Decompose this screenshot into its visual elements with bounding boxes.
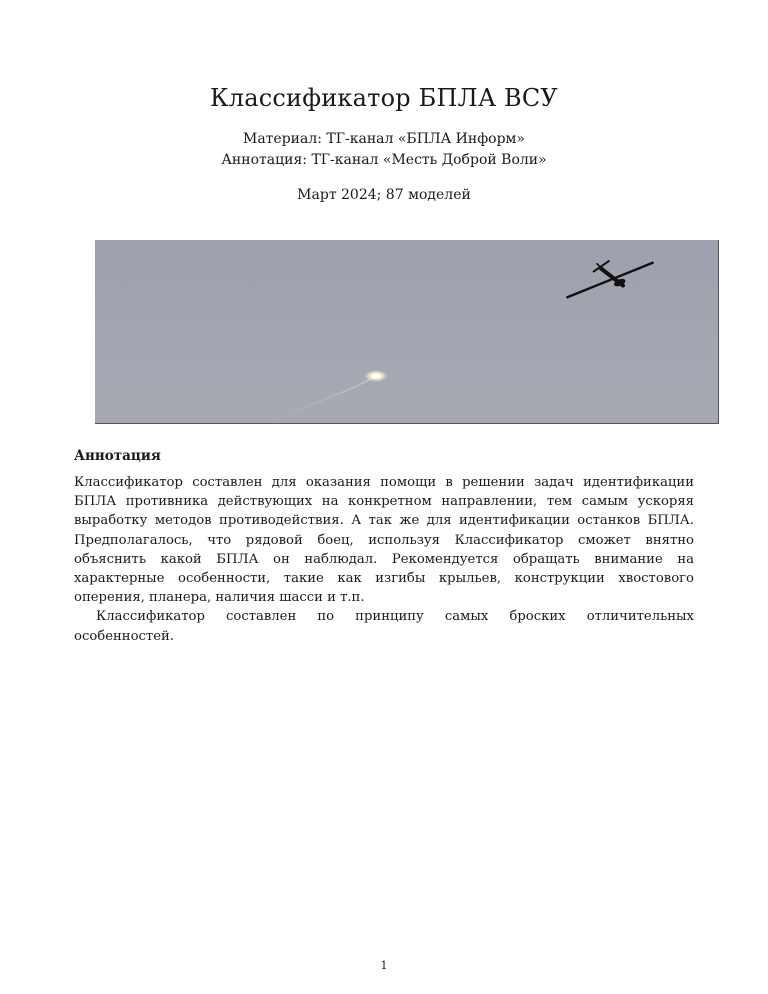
missile-flare-core bbox=[371, 373, 381, 378]
abstract-heading: Аннотация bbox=[74, 448, 161, 464]
abstract-paragraph: Классификатор составлен по принципу самых броских отличительных особенностей. bbox=[74, 609, 694, 644]
abstract-paragraph: Классификатор составлен для оказания помощи в решении задач идентификации БПЛА противника действующих на конкретном направлении, тем самым ускоряя выработку методов противодействия. А так же для идентификации останков БПЛА. Предполагалось, что рядовой боец, используя Классификатор сможет внятно объяснить какой БПЛА он наблюдал. Рекомендуется обращать внимание на характерные особенности, такие как изгибы крыльев, конструкции хвостового оперения, планера, наличия шасси и т.п. bbox=[74, 475, 694, 606]
document-title: Классификатор БПЛА ВСУ bbox=[210, 84, 558, 112]
page-number: 1 bbox=[380, 959, 388, 972]
annotation-credit: Аннотация: ТГ-канал «Месть Доброй Воли» bbox=[221, 152, 547, 168]
drone-silhouette bbox=[560, 244, 657, 306]
date-and-count: Март 2024; 87 моделей bbox=[297, 187, 471, 203]
abstract-body bbox=[74, 473, 694, 646]
smoke-trail bbox=[265, 378, 373, 424]
cover-photo bbox=[95, 240, 719, 424]
cover-photo-drawing bbox=[95, 240, 719, 424]
material-credit: Материал: ТГ-канал «БПЛА Информ» bbox=[242, 131, 525, 147]
